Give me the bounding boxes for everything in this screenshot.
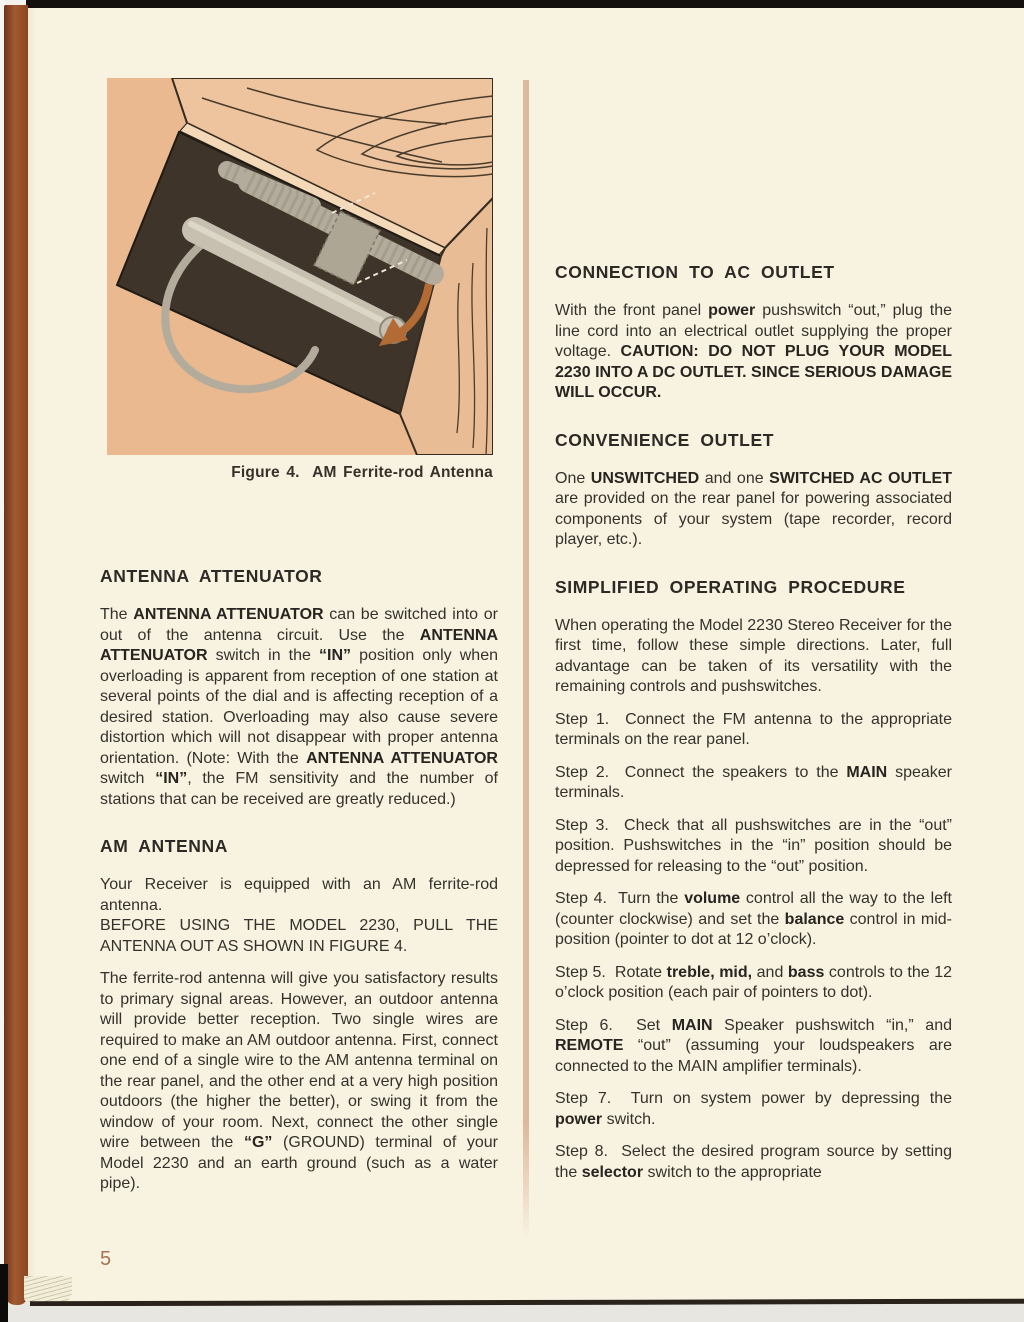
paragraph: Step 3. Check that all pushswitches are in the “out” position. Pushswitches in the “in” position should be depressed for releasing to the “out” position. [555,816,952,875]
section [555,577,952,1184]
scan-top-edge [0,0,1024,8]
section-heading: AM ANTENNA [100,836,228,856]
section-heading: SIMPLIFIED OPERATING PROCEDURE [555,576,906,597]
paragraph: One UNSWITCHED and one SWITCHED AC OUTLET are provided on the rear panel for powering associated components of your system (tape recorder, record player, etc.). [555,469,953,548]
section [555,430,952,551]
ferrite-rod-antenna-drawing [107,78,493,455]
page-stack-edges [24,1276,72,1302]
paragraph: Step 1. Connect the FM antenna to the appropriate terminals on the rear panel. [555,710,952,748]
paragraph: The ferrite-rod antenna will give you satisfactory results to primary signal areas. However, an outdoor antenna will provide better reception. Two single wires are required to make an AM outdoor antenna. First, connect one end of a single wire to the AM antenna terminal on the rear panel, and the other end at a very high position outdoors (the higher the better), or swing it from the window of your room. Next, connect the other single wire between the “G” (GROUND) terminal of your Model 2230 and an earth ground (such as a water pipe). [100,970,499,1192]
paragraph: The ANTENNA ATTENUATOR can be switched into or out of the antenna circuit. Use the ANTENNA ATTENUATOR switch in the “IN” position only when overloading is apparent from reception of one station at several points of the dial and is affecting reception of a desired station. Overloading may also cause severe distortion which will not disappear with proper antenna orientation. (Note: With the ANTENNA ATTENUATOR switch “IN”, the FM sensitivity and the number of stations that can be received are greatly reduced.) [100,606,498,808]
figure-4-illustration [107,78,493,455]
page-edge-highlight [28,8,37,1300]
page-number: 5 [100,1248,112,1270]
left-column [100,566,498,1221]
paragraph: Step 5. Rotate treble, mid, and bass controls to the 12 o’clock position (each pair of pointers to dot). [555,963,952,1001]
scan-bottom-left-corner [0,1264,8,1322]
right-column [555,262,952,1209]
section-heading: ANTENNA ATTENUATOR [100,566,323,586]
section [100,836,498,1195]
scan-bottom-edge [0,1306,1024,1322]
paragraph: Step 8. Select the desired program source by setting the selector switch to the appropriate [555,1143,952,1181]
column-divider [523,80,529,1240]
book-binding [4,5,28,1305]
paragraph: Step 2. Connect the speakers to the MAIN speaker terminals. [555,763,952,801]
paragraph: Step 6. Set MAIN Speaker pushswitch “in,” and REMOTE “out” (assuming your loudspeakers are connected to the MAIN amplifier terminals). [555,1016,952,1075]
section [555,262,952,404]
paragraph: Step 7. Turn on system power by depressing the power switch. [555,1090,952,1128]
paragraph: Your Receiver is equipped with an AM ferrite-rod antenna. BEFORE USING THE MODEL 2230, PULL THE ANTENNA OUT AS SHOWN IN FIGURE 4. [100,876,498,955]
section [100,566,498,810]
section-heading: CONNECTION TO AC OUTLET [555,262,835,282]
paragraph: Step 4. Turn the volume control all the way to the left (counter clockwise) and set the balance control in mid-position (pointer to dot at 12 o’clock). [555,890,952,948]
paragraph: With the front panel power pushswitch “out,” plug the line cord into an electrical outlet supplying the proper voltage. CAUTION: DO NOT PLUG YOUR MODEL 2230 INTO A DC OUTLET. SINCE SERIOUS DAMAGE WILL OCCUR. [555,302,953,401]
figure-caption: Figure 4. AM Ferrite-rod Antenna [231,464,493,481]
section-heading: CONVENIENCE OUTLET [555,429,775,450]
paragraph: When operating the Model 2230 Stereo Receiver for the first time, follow these simple directions. Later, full advantage can be taken of its versatility with the remaining controls and pushswitches. [555,616,952,695]
